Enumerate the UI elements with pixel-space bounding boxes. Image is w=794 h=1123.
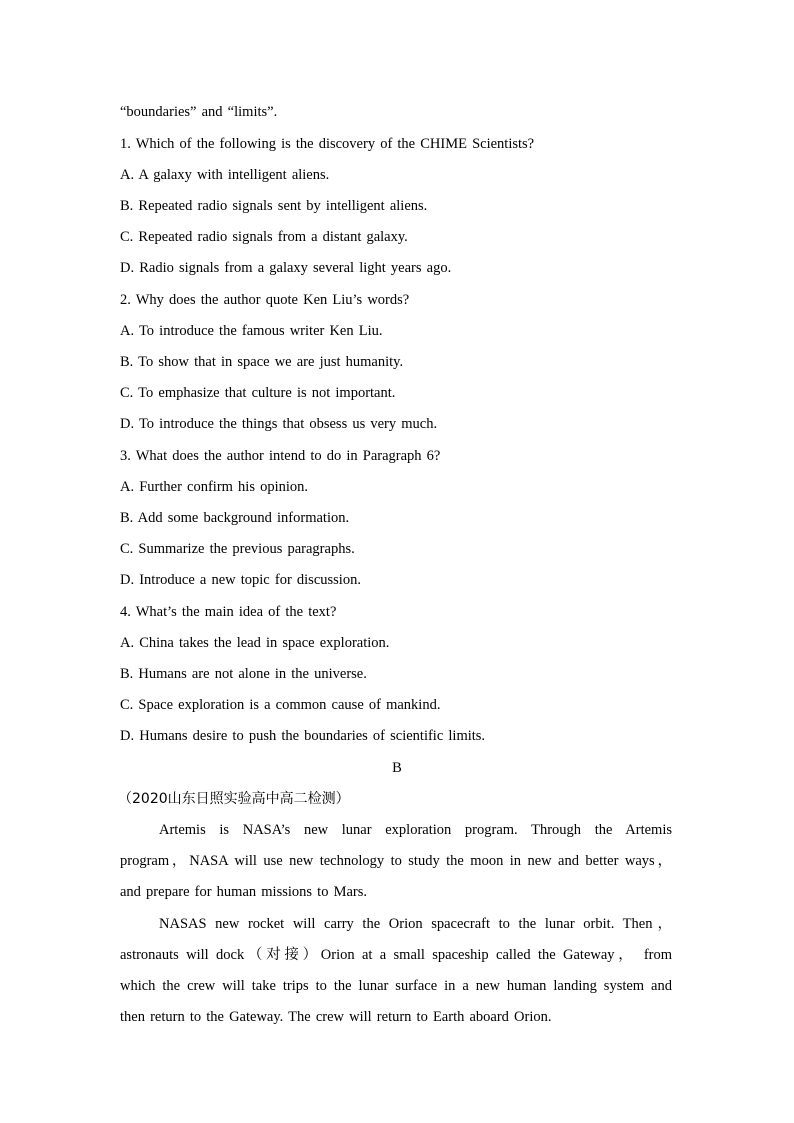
paragraph-2-line-4: then return to the Gateway. The crew will return to Earth aboard Orion. bbox=[120, 1009, 552, 1025]
question-3-option-a: A. Further confirm his opinion. bbox=[120, 479, 309, 495]
question-2-stem: 2. Why does the author quote Ken Liu’s words? bbox=[120, 292, 410, 308]
question-1-option-b: B. Repeated radio signals sent by intelligent aliens. bbox=[120, 198, 428, 214]
question-2-option-b: B. To show that in space we are just humanity. bbox=[120, 354, 404, 370]
question-1-option-c: C. Repeated radio signals from a distant galaxy. bbox=[120, 229, 408, 245]
question-3-option-b: B. Add some background information. bbox=[120, 510, 350, 526]
question-3-stem: 3. What does the author intend to do in Paragraph 6? bbox=[120, 448, 441, 464]
section-label: B bbox=[392, 760, 402, 776]
question-1-option-d: D. Radio signals from a galaxy several light years ago. bbox=[120, 260, 452, 276]
question-1-option-a: A. A galaxy with intelligent aliens. bbox=[120, 167, 330, 183]
question-3-option-c: C. Summarize the previous paragraphs. bbox=[120, 541, 355, 557]
question-4-option-b: B. Humans are not alone in the universe. bbox=[120, 666, 367, 682]
continuation-text: “boundaries” and “limits”. bbox=[120, 104, 278, 120]
question-4-option-a: A. China takes the lead in space exploration. bbox=[120, 635, 390, 651]
paragraph-2-line-1: NASAS new rocket will carry the Orion spacecraft to the lunar orbit. Then， bbox=[159, 916, 672, 932]
paragraph-2-line-3: which the crew will take trips to the lunar surface in a new human landing system and bbox=[120, 978, 672, 994]
question-4-option-c: C. Space exploration is a common cause of mankind. bbox=[120, 697, 441, 713]
paragraph-1-line-3: and prepare for human missions to Mars. bbox=[120, 884, 367, 900]
paragraph-1-line-1: Artemis is NASA’s new lunar exploration program. Through the Artemis bbox=[159, 822, 672, 838]
question-2-option-a: A. To introduce the famous writer Ken Liu. bbox=[120, 323, 383, 339]
question-4-stem: 4. What’s the main idea of the text? bbox=[120, 604, 337, 620]
question-4-option-d: D. Humans desire to push the boundaries of scientific limits. bbox=[120, 728, 486, 744]
question-1-stem: 1. Which of the following is the discovery of the CHIME Scientists? bbox=[120, 136, 535, 152]
question-3-option-d: D. Introduce a new topic for discussion. bbox=[120, 572, 361, 588]
question-2-option-d: D. To introduce the things that obsess us very much. bbox=[120, 416, 438, 432]
source-note: （2020山东日照实验高中高二检测） bbox=[118, 791, 350, 807]
question-2-option-c: C. To emphasize that culture is not important. bbox=[120, 385, 396, 401]
paragraph-2-line-2: astronauts will dock（对接）Orion at a small spaceship called the Gateway， from bbox=[120, 947, 672, 963]
paragraph-1-line-2: program，NASA will use new technology to study the moon in new and better ways， bbox=[120, 853, 672, 869]
